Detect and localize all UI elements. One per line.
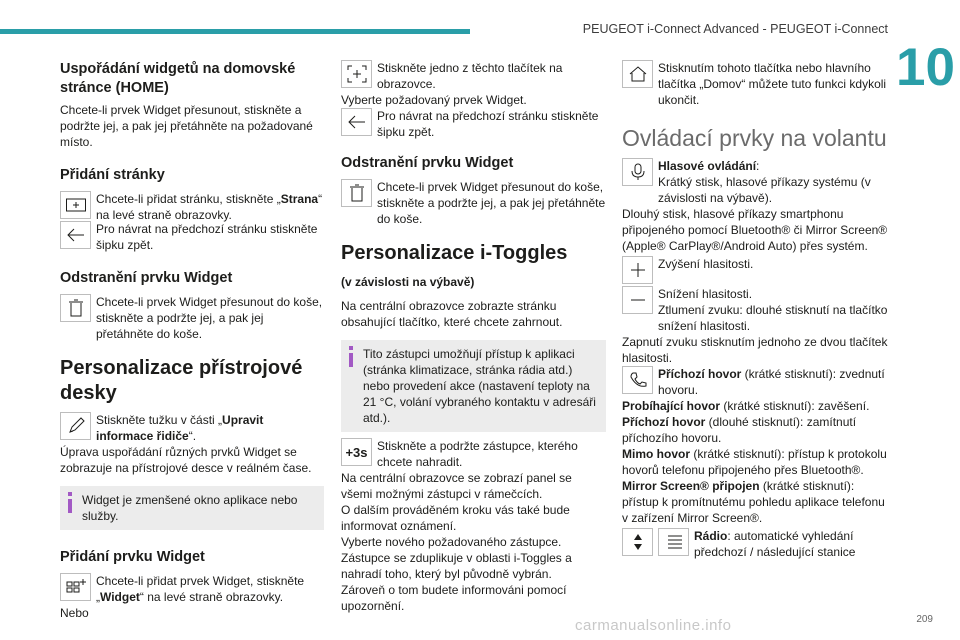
trash-icon-2 <box>341 179 372 207</box>
add-widget-row <box>60 573 324 605</box>
voice-text: Hlasové ovládání: Krátký stisk, hlasové příkazy systému (v závislosti na výbavě). <box>658 159 871 205</box>
back-arrow-icon-2 <box>341 108 372 136</box>
mirror-screen <box>622 478 892 526</box>
radio-desc: : automatické vyhledání předchozí / následující stanice <box>694 529 856 559</box>
call-text <box>658 366 892 398</box>
call-desc: (krátké stisknutí): zvednutí hovoru. <box>658 367 885 397</box>
vol-up-text: Zvýšení hlasitosti. <box>658 257 754 271</box>
call-title: Příchozí hovor <box>658 367 742 381</box>
page-number: 209 <box>916 614 933 625</box>
add-page-icon <box>60 191 91 219</box>
running-title: Probíhající hovor <box>622 399 721 413</box>
out-desc: (krátké stisknutí): přístup k protokolu hovorů telefonu připojeného přes Bluetooth®. <box>622 447 887 477</box>
remove-text-2: Chcete-li prvek Widget přesunout do koše, stiskněte a podržte jej, a pak jej přetáhněte do koše. <box>377 180 606 226</box>
itoggles-text: Na centrální obrazovce zobrazte stránku obsahující tlačítko, které chcete zahrnout. <box>341 299 563 329</box>
heading-remove-widget-2: Odstranění prvku Widget <box>341 155 514 171</box>
plus-3s-icon: +3s <box>341 438 372 466</box>
radio-text <box>694 528 892 560</box>
incoming-reject <box>622 414 892 446</box>
heading-itoggles: Personalizace i-Toggles <box>341 242 568 264</box>
remove-row-2 <box>341 179 606 227</box>
list-icon <box>658 528 689 556</box>
add-widget-text-c: “ na levé straně obrazovky. <box>139 590 284 604</box>
heading-steering-controls: Ovládací prvky na volantu <box>622 125 887 151</box>
minus-icon <box>622 286 653 314</box>
radio-row <box>622 528 892 560</box>
add-widget-text <box>96 573 324 605</box>
pencil-text-bold: Upravit informace řidiče <box>96 413 264 443</box>
heading-add-widget: Přidání prvku Widget <box>60 549 205 565</box>
hold-text: Stiskněte a podržte zástupce, kterého chcete nahradit. <box>377 439 578 469</box>
watermark: carmanualsonline.info <box>575 617 732 634</box>
up-down-arrows-icon <box>622 528 653 556</box>
chapter-number: 10 <box>891 38 960 98</box>
pencil-text-a: Stiskněte tužku v části „ <box>96 413 223 427</box>
remove-row-1 <box>60 294 324 342</box>
add-widget-text-bold: Widget <box>100 590 140 604</box>
voice-long: Dlouhý stisk, hlasové příkazy smartphonu připojeného pomocí Bluetooth® či Mirror Screen® (Apple® CarPlay®/Android Auto) přes systém. <box>622 207 888 253</box>
voice-title: Hlasové ovládání <box>658 159 757 173</box>
pencil-icon <box>60 412 91 440</box>
heading-add-page: Přidání stránky <box>60 167 165 183</box>
plus-row <box>341 60 606 92</box>
mirror-title: Mirror Screen® připojen <box>622 479 760 493</box>
info-box-2 <box>341 340 606 432</box>
out-title: Mimo hovor <box>622 447 690 461</box>
home-row <box>622 60 892 108</box>
plus-icon <box>622 256 653 284</box>
trash-icon <box>60 294 91 322</box>
voice-short: Krátký stisk, hlasové příkazy systému (v závislosti na výbavě). <box>658 175 871 205</box>
vol-down-b: Ztlumení zvuku: dlouhé stisknutí na tlačítko snížení hlasitosti. <box>658 303 888 333</box>
column-2 <box>341 60 606 614</box>
info-icon-2 <box>349 346 353 426</box>
home-icon <box>622 60 653 88</box>
column-3 <box>622 60 892 560</box>
out-of-call <box>622 446 892 478</box>
dashboard-text: Úprava uspořádání různých prvků Widget se zobrazuje na přístrojové desce v reálném čase. <box>60 445 312 475</box>
pencil-text-c: “. <box>188 429 197 443</box>
back-text-1: Pro návrat na předchozí stránku stiskněte šipku zpět. <box>96 222 318 252</box>
call-row <box>622 366 892 398</box>
plus-text-b: Vyberte požadovaný prvek Widget. <box>341 93 527 107</box>
back-text-2: Pro návrat na předchozí stránku stiskněte šipku zpět. <box>377 109 599 139</box>
running-desc: (krátké stisknutí): zavěšení. <box>720 399 870 413</box>
heading-remove-widget-1: Odstranění prvku Widget <box>60 270 233 286</box>
hold-row <box>341 438 606 470</box>
heading-arrange-widgets: Uspořádání widgetů na domovské stránce (HOME) <box>60 61 296 96</box>
incoming-title: Příchozí hovor <box>622 415 706 429</box>
back-row-2 <box>341 108 606 140</box>
info-icon <box>68 492 72 524</box>
remove-text-1-span: Chcete-li prvek Widget přesunout do koše, stiskněte a podržte jej, a pak jej přetáhněte do koše. <box>96 295 323 341</box>
pencil-row <box>60 412 324 444</box>
add-page-text-a: Chcete-li přidat stránku, stiskněte „ <box>96 192 281 206</box>
mirror-desc: (krátké stisknutí): přístup k promítnutému pohledu aplikace telefonu v zařízení Mirror Screen®. <box>622 479 885 525</box>
plus-box-icon <box>341 60 372 88</box>
remove-text-1 <box>96 294 324 342</box>
vol-unmute: Zapnutí zvuku stisknutím jednoho ze dvou tlačítek hlasitosti. <box>622 335 888 365</box>
itoggles-steps: Na centrální obrazovce se zobrazí panel se všemi možnými zástupci v rámečcích. O dalším prováděném kroku vás také bude informovat oznámení. Vyberte nového požadovaného zástupce. Zástupce se zduplikuje v oblasti i-Toggles a nahradí toho, který byl původně vybrán. Zároveň o tom budete informováni pomocí upozornění. <box>341 471 572 613</box>
running-call <box>622 398 892 414</box>
info-box-1 <box>60 486 324 530</box>
column-1 <box>60 54 324 621</box>
add-page-text-strana: Strana <box>280 192 319 206</box>
add-page-text <box>96 191 324 223</box>
voice-row <box>622 158 892 206</box>
back-row-1 <box>60 221 324 253</box>
add-widget-text-a: Chcete-li přidat prvek Widget, stiskněte „ <box>96 574 305 604</box>
add-page-row <box>60 191 324 223</box>
add-page-text-c: “ na levé straně obrazovky. <box>96 192 323 222</box>
vol-up-row <box>622 256 892 284</box>
back-arrow-icon <box>60 221 91 249</box>
heading-dashboard: Personalizace přístrojové desky <box>60 357 303 404</box>
info-text-2: Tito zástupci umožňují přístup k aplikaci (stránka klimatizace, stránka rádia atd.) nebo provedení akce (nastavení teploty na 21 °C, volání vybraného kontaktu v adresáři atd.). <box>363 347 596 425</box>
plus-text: Stiskněte jedno z těchto tlačítek na obrazovce. <box>377 61 563 91</box>
running-header: PEUGEOT i-Connect Advanced - PEUGEOT i-Connect <box>582 22 888 36</box>
pencil-text <box>96 412 324 444</box>
vol-down-row <box>622 286 892 334</box>
phone-icon <box>622 366 653 394</box>
nebo-text: Nebo <box>60 606 89 620</box>
itoggles-subtitle: (v závislosti na výbavě) <box>341 275 475 289</box>
microphone-icon <box>622 158 653 186</box>
info-text-1: Widget je zmenšené okno aplikace nebo služby. <box>82 493 298 523</box>
header-accent-bar <box>0 29 470 34</box>
vol-down-a: Snížení hlasitosti. <box>658 287 753 301</box>
home-text: Stisknutím tohoto tlačítka nebo hlavního tlačítka „Domov“ můžete tuto funkci kdykoli ukončit. <box>658 61 887 107</box>
radio-title: Rádio <box>694 529 728 543</box>
add-widget-icon <box>60 573 91 601</box>
incoming-desc: (dlouhé stisknutí): zamítnutí příchozího hovoru. <box>622 415 857 445</box>
arrange-text: Chcete-li prvek Widget přesunout, stiskněte a podržte jej, a pak jej přetáhněte na požadované místo. <box>60 103 313 149</box>
vol-down-text <box>658 286 892 334</box>
